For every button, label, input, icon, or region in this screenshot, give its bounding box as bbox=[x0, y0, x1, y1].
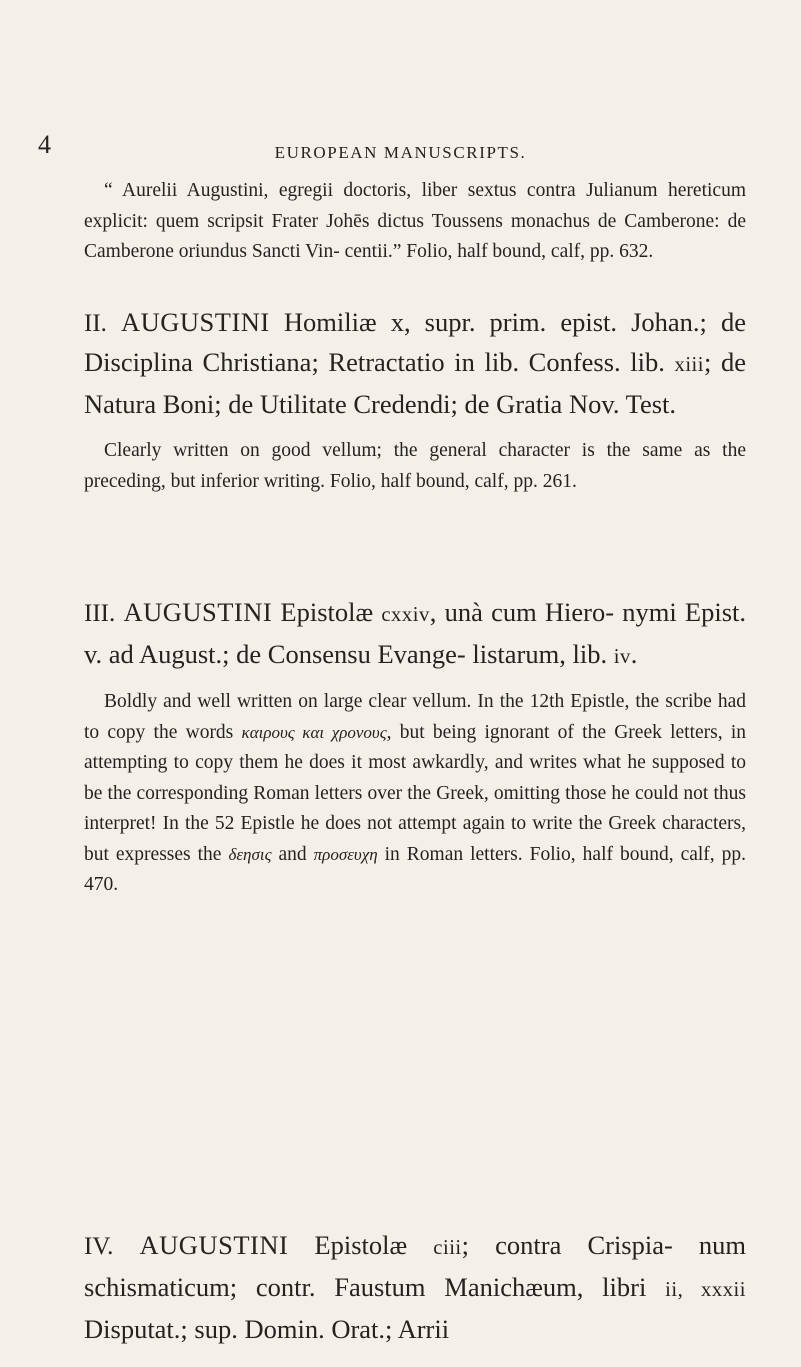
entry-ii-title-part1: Homiliæ x, supr. prim. epist. Johan.; de Disciplina Christiana; Retractatio in lib. Confess. lib. bbox=[84, 307, 746, 377]
entry-iii-desc-part3: and bbox=[278, 843, 307, 865]
entry-iv-title-part1: Epistolæ bbox=[314, 1230, 408, 1260]
entry-i-tail bbox=[84, 176, 746, 268]
entry-iii-numeral: III. bbox=[84, 600, 116, 627]
entry-iii-greek-proseuche: προσευχη bbox=[313, 844, 378, 864]
page-number: 4 bbox=[38, 130, 51, 159]
entry-iv-title-part2: ; contra Crispia- num schismaticum; contr. Faustum Manichæum, libri bbox=[84, 1230, 747, 1302]
entry-iii-description bbox=[84, 687, 746, 901]
entry-iii-title-part3: . bbox=[630, 639, 638, 669]
entry-ii-author: AUGUSTINI bbox=[121, 307, 270, 337]
entry-ii-description: Clearly written on good vellum; the general character is the same as the preceding, but inferior writing. Folio, half bound, calf, pp. 261. bbox=[84, 440, 746, 492]
running-title: EUROPEAN MANUSCRIPTS. bbox=[274, 143, 527, 162]
entry-iii-title-part2: , unà cum Hiero- nymi Epist. v. ad August.; de Consensu Evange- listarum, lib. bbox=[84, 597, 747, 669]
entry-iv-title-roman1: ciii bbox=[433, 1237, 462, 1259]
entry-ii-title-part2: ; de Natura Boni; de Utilitate Credendi; de Gratia Nov. Test. bbox=[84, 347, 747, 419]
entry-iii-title-roman2: iv bbox=[613, 646, 631, 668]
entry-iii-title-roman1: cxxiv bbox=[381, 604, 430, 626]
entry-i-description: “ Aurelii Augustini, egregii doctoris, liber sextus contra Julianum hereticum explicit: quem scripsit Frater Johēs dictus Toussens monachus de Camberone: de Camberone oriundus Sancti Vin- centii.” Folio, half bound, calf, pp. 632. bbox=[84, 180, 746, 262]
entry-iii-desc-part4: in Roman letters. Folio, half bound, calf, pp. 470. bbox=[84, 843, 747, 895]
entry-ii-heading bbox=[84, 303, 746, 424]
entry-iii-title-part1: Epistolæ bbox=[280, 597, 374, 627]
entry-iv-heading bbox=[84, 1226, 746, 1349]
entry-iv-author: AUGUSTINI bbox=[139, 1230, 289, 1260]
entry-ii bbox=[84, 303, 746, 497]
entry-ii-numeral: II. bbox=[84, 310, 107, 337]
entry-ii-title-roman: xiii bbox=[674, 354, 705, 376]
entry-iii-desc-part1: Boldly and well written on large clear vellum. In the 12th Epistle, the scribe had to copy the words bbox=[84, 691, 746, 743]
entry-iv bbox=[84, 1226, 746, 1349]
entry-iii-author: AUGUSTINI bbox=[123, 597, 273, 627]
entry-iii-heading bbox=[84, 593, 746, 677]
entry-iii-desc-part2: , but being ignorant of the Greek letters, in attempting to copy them he does it most awkardly, and writes what he supposed to be the corresponding Roman letters over the Greek, omitting those he could not thus interpret! In the 52 Epistle he does not attempt again to write the Greek characters, but expresses the bbox=[84, 721, 747, 865]
entry-iii-greek-kairous: καιρους και χρονους bbox=[241, 722, 387, 742]
entry-iii bbox=[84, 593, 746, 901]
entry-iv-title-part3: Disputat.; sup. Domin. Orat.; Arrii bbox=[84, 1314, 450, 1344]
entry-iii-greek-deesis: δεησις bbox=[228, 844, 272, 864]
entry-iv-numeral: IV. bbox=[84, 1233, 114, 1260]
entry-iv-title-roman2: ii, xxxii bbox=[665, 1279, 747, 1301]
